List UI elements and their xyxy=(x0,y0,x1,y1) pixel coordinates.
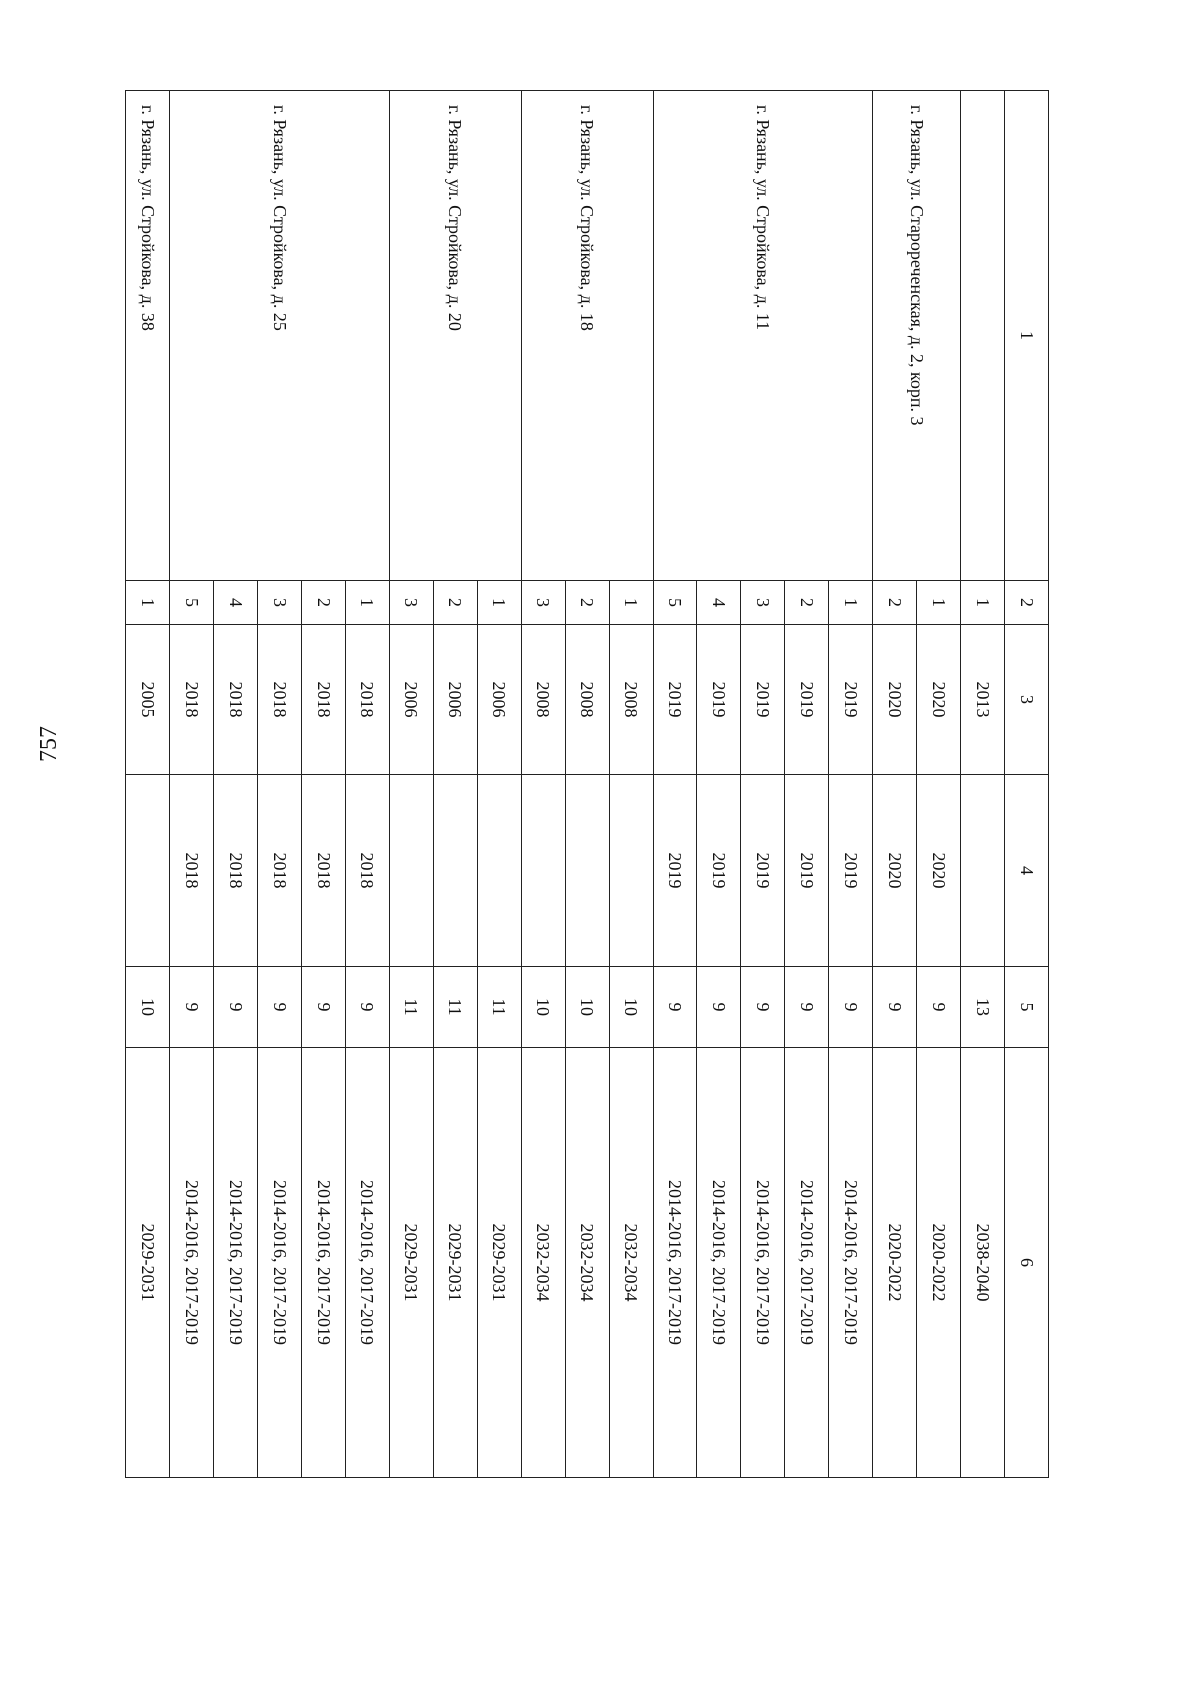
cell-c3: 2008 xyxy=(521,625,565,775)
cell-c5: 10 xyxy=(565,967,609,1048)
cell-c4: 2019 xyxy=(653,775,697,967)
cell-n: 1 xyxy=(961,581,1005,625)
cell-c5: 10 xyxy=(521,967,565,1048)
cell-c4: 2018 xyxy=(170,775,214,967)
cell-c6: 2032-2034 xyxy=(521,1048,565,1478)
cell-c4 xyxy=(433,775,477,967)
cell-c4: 2018 xyxy=(346,775,390,967)
cell-c6: 2029-2031 xyxy=(389,1048,433,1478)
cell-c4 xyxy=(126,775,170,967)
cell-c6: 2014-2016, 2017-2019 xyxy=(653,1048,697,1478)
cell-c4: 2020 xyxy=(917,775,961,967)
cell-n: 3 xyxy=(258,581,302,625)
cell-c6: 2020-2022 xyxy=(873,1048,917,1478)
rotated-table-sheet xyxy=(125,90,1049,1477)
cell-c3: 2020 xyxy=(917,625,961,775)
cell-c6: 2014-2016, 2017-2019 xyxy=(829,1048,873,1478)
cell-c3: 2019 xyxy=(785,625,829,775)
table-row xyxy=(917,91,961,1478)
cell-n: 3 xyxy=(521,581,565,625)
cell-n: 2 xyxy=(302,581,346,625)
table-row xyxy=(961,91,1005,1478)
table-body xyxy=(126,91,1049,1478)
cell-c6: 2032-2034 xyxy=(565,1048,609,1478)
cell-c3: 2013 xyxy=(961,625,1005,775)
cell-n: 1 xyxy=(829,581,873,625)
address-cell: г. Рязань, ул. Стройкова, д. 38 xyxy=(126,91,170,581)
data-table xyxy=(125,90,1049,1478)
cell-c5: 11 xyxy=(389,967,433,1048)
cell-c5: 9 xyxy=(214,967,258,1048)
cell-c5: 9 xyxy=(873,967,917,1048)
cell-c4: 2019 xyxy=(741,775,785,967)
cell-n: 3 xyxy=(389,581,433,625)
cell-c3: 2006 xyxy=(389,625,433,775)
cell-n: 1 xyxy=(477,581,521,625)
cell-c6: 2014-2016, 2017-2019 xyxy=(170,1048,214,1478)
cell-c5: 10 xyxy=(126,967,170,1048)
header-cell: 4 xyxy=(1005,775,1049,967)
cell-c3: 2006 xyxy=(433,625,477,775)
cell-c4: 2018 xyxy=(258,775,302,967)
cell-c6: 2029-2031 xyxy=(433,1048,477,1478)
address-cell xyxy=(961,91,1005,581)
cell-c5: 11 xyxy=(433,967,477,1048)
header-cell: 5 xyxy=(1005,967,1049,1048)
cell-c6: 2014-2016, 2017-2019 xyxy=(741,1048,785,1478)
cell-c3: 2005 xyxy=(126,625,170,775)
cell-n: 2 xyxy=(785,581,829,625)
cell-c3: 2019 xyxy=(697,625,741,775)
cell-c6: 2032-2034 xyxy=(609,1048,653,1478)
cell-c4 xyxy=(609,775,653,967)
address-cell: г. Рязань, ул. Стройкова, д. 20 xyxy=(389,91,521,581)
cell-c4: 2020 xyxy=(873,775,917,967)
cell-n: 5 xyxy=(653,581,697,625)
cell-c5: 9 xyxy=(697,967,741,1048)
cell-c3: 2019 xyxy=(829,625,873,775)
cell-c4 xyxy=(565,775,609,967)
cell-n: 2 xyxy=(433,581,477,625)
cell-c6: 2029-2031 xyxy=(126,1048,170,1478)
cell-c5: 9 xyxy=(170,967,214,1048)
cell-n: 4 xyxy=(214,581,258,625)
cell-c4: 2018 xyxy=(214,775,258,967)
header-cell: 6 xyxy=(1005,1048,1049,1478)
cell-c4 xyxy=(521,775,565,967)
cell-c6: 2014-2016, 2017-2019 xyxy=(697,1048,741,1478)
cell-c3: 2018 xyxy=(302,625,346,775)
cell-c3: 2018 xyxy=(258,625,302,775)
cell-n: 5 xyxy=(170,581,214,625)
cell-c3: 2018 xyxy=(170,625,214,775)
header-cell: 1 xyxy=(1005,91,1049,581)
cell-c3: 2019 xyxy=(653,625,697,775)
cell-n: 1 xyxy=(609,581,653,625)
cell-c6: 2014-2016, 2017-2019 xyxy=(214,1048,258,1478)
cell-c4: 2019 xyxy=(785,775,829,967)
cell-c5: 9 xyxy=(346,967,390,1048)
address-cell: г. Рязань, ул. Стройкова, д. 18 xyxy=(521,91,653,581)
cell-c3: 2006 xyxy=(477,625,521,775)
cell-c4 xyxy=(961,775,1005,967)
table-row xyxy=(346,91,390,1478)
cell-c5: 9 xyxy=(741,967,785,1048)
cell-c4: 2019 xyxy=(697,775,741,967)
cell-n: 1 xyxy=(346,581,390,625)
cell-n: 2 xyxy=(565,581,609,625)
header-row xyxy=(1005,91,1049,1478)
header-cell: 3 xyxy=(1005,625,1049,775)
cell-n: 3 xyxy=(741,581,785,625)
table-row xyxy=(829,91,873,1478)
cell-c5: 9 xyxy=(785,967,829,1048)
cell-c6: 2014-2016, 2017-2019 xyxy=(785,1048,829,1478)
cell-n: 1 xyxy=(126,581,170,625)
address-cell: г. Рязань, ул. Стройкова, д. 11 xyxy=(653,91,873,581)
table-row xyxy=(609,91,653,1478)
address-cell: г. Рязань, ул. Стройкова, д. 25 xyxy=(170,91,390,581)
cell-n: 2 xyxy=(873,581,917,625)
cell-c6: 2020-2022 xyxy=(917,1048,961,1478)
cell-c5: 9 xyxy=(302,967,346,1048)
cell-c6: 2014-2016, 2017-2019 xyxy=(302,1048,346,1478)
cell-c4: 2018 xyxy=(302,775,346,967)
cell-c6: 2038-2040 xyxy=(961,1048,1005,1478)
cell-c6: 2014-2016, 2017-2019 xyxy=(346,1048,390,1478)
table-row xyxy=(477,91,521,1478)
cell-c5: 11 xyxy=(477,967,521,1048)
cell-c5: 10 xyxy=(609,967,653,1048)
address-cell: г. Рязань, ул. Старореченская, д. 2, корп. 3 xyxy=(873,91,961,581)
cell-c6: 2029-2031 xyxy=(477,1048,521,1478)
cell-c3: 2020 xyxy=(873,625,917,775)
cell-c4 xyxy=(389,775,433,967)
cell-c3: 2008 xyxy=(609,625,653,775)
header-cell: 2 xyxy=(1005,581,1049,625)
cell-c4: 2019 xyxy=(829,775,873,967)
cell-c6: 2014-2016, 2017-2019 xyxy=(258,1048,302,1478)
table-row xyxy=(126,91,170,1478)
page-number: 757 xyxy=(36,726,62,762)
cell-c5: 9 xyxy=(917,967,961,1048)
cell-c5: 13 xyxy=(961,967,1005,1048)
cell-c3: 2019 xyxy=(741,625,785,775)
cell-c3: 2008 xyxy=(565,625,609,775)
cell-c4 xyxy=(477,775,521,967)
cell-c3: 2018 xyxy=(346,625,390,775)
cell-c5: 9 xyxy=(829,967,873,1048)
cell-c3: 2018 xyxy=(214,625,258,775)
cell-c5: 9 xyxy=(258,967,302,1048)
cell-n: 4 xyxy=(697,581,741,625)
cell-n: 1 xyxy=(917,581,961,625)
cell-c5: 9 xyxy=(653,967,697,1048)
